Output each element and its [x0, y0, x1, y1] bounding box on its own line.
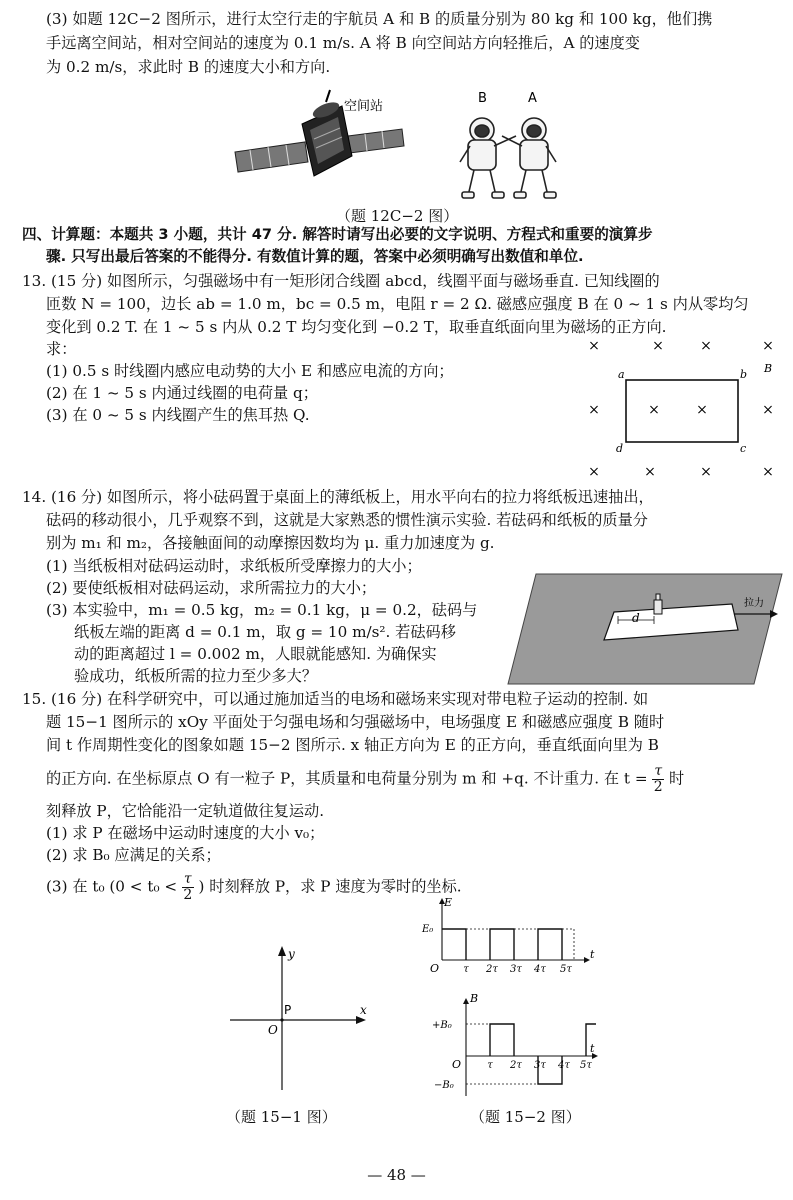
- coil-label-a: a: [618, 368, 625, 381]
- b-tick-label: 5τ: [580, 1060, 592, 1071]
- b-positive-label: +B₀: [432, 1020, 452, 1031]
- fig-label-b: B: [478, 91, 487, 106]
- fig-13-coil: [580, 334, 785, 482]
- q13-line4: 求：: [46, 340, 77, 358]
- e-tick-label: 5τ: [560, 964, 572, 975]
- q12c-p3-line2: 手远离空间站，相对空间站的速度为 0.1 m/s. A 将 B 向空间站方向轻推后，A 的速度变: [46, 34, 640, 52]
- e0-label: E₀: [422, 924, 434, 935]
- fig-15-1-caption: （题 15−1 图）: [226, 1108, 337, 1126]
- b-field-cross: ×: [762, 402, 774, 418]
- q14-line1: 14. (16 分) 如图所示，将小砝码置于桌面上的薄纸板上，用水平向右的拉力将纸板迅速抽出，: [22, 488, 654, 506]
- fraction-denominator: 2: [653, 779, 663, 795]
- q14-sub1: (1) 当纸板相对砝码运动时，求纸板所受摩擦力的大小；: [46, 557, 422, 575]
- section4-line1: 四、计算题：本题共 3 小题，共计 47 分. 解答时请写出必要的文字说明、方程式和重要的演算步: [22, 226, 653, 243]
- tau-half-fraction: [182, 872, 194, 903]
- fig-15-2: [418, 898, 600, 1100]
- weight-icon: [654, 600, 662, 614]
- distance-d-label: d: [632, 611, 640, 625]
- b-field-cross: ×: [696, 402, 708, 418]
- q15-line3: 间 t 作周期性变化的图象如题 15−2 图所示. x 轴正方向为 E 的正方向，垂直纸面向里为 B: [46, 736, 659, 754]
- q14-sub3b: 纸板左端的距离 d = 0.1 m，取 g = 10 m/s². 若砝码移: [74, 623, 456, 641]
- fig-12c-2-caption: （题 12C−2 图）: [336, 207, 459, 225]
- x-axis-label: x: [360, 1003, 367, 1017]
- q15-sub3-text-a: (3) 在 t₀ (0 < t₀ <: [46, 877, 178, 896]
- particle-p-label: P: [284, 1003, 292, 1017]
- fig-label-a: A: [528, 91, 537, 106]
- astronaut-b-icon: [460, 118, 516, 198]
- astronaut-a-icon: [502, 118, 556, 198]
- b-field-cross: ×: [762, 338, 774, 354]
- q13-sub2: (2) 在 1 ~ 5 s 内通过线圈的电荷量 q；: [46, 384, 318, 402]
- q15-line4-text-b: 时: [668, 769, 685, 788]
- e-tick-label: τ: [463, 964, 469, 975]
- b-field-cross: ×: [588, 464, 600, 480]
- coil-label-c: c: [740, 442, 747, 455]
- e-tick-label: 3τ: [510, 964, 522, 975]
- fraction-numerator: τ: [654, 763, 663, 779]
- b-negative-label: −B₀: [434, 1080, 454, 1091]
- q14-sub2: (2) 要使纸板相对砝码运动，求所需拉力的大小；: [46, 579, 377, 597]
- b-field-cross: ×: [700, 338, 712, 354]
- section4-line2: 骤. 只写出最后答案的不能得分. 有数值计算的题，答案中必须明确写出数值和单位.: [46, 248, 584, 265]
- q14-sub3d: 验成功，纸板所需的拉力至少多大？: [74, 667, 317, 685]
- q13-line3: 变化到 0.2 T. 在 1 ~ 5 s 内从 0.2 T 均匀变化到 −0.2 T，取垂直纸面向里为磁场的正方向.: [46, 318, 667, 336]
- fig-15-1: [222, 940, 372, 1100]
- pull-force-label: 拉力: [744, 598, 764, 609]
- b-field-cross: ×: [652, 338, 664, 354]
- q12c-p3-line3: 为 0.2 m/s，求此时 B 的速度大小和方向.: [46, 58, 331, 76]
- q15-sub2: (2) 求 B₀ 应满足的关系；: [46, 846, 221, 864]
- q15-sub3-text-b: ) 时刻释放 P，求 P 速度为零时的坐标.: [198, 877, 462, 896]
- y-axis-label: y: [288, 947, 295, 961]
- b-tick-label: τ: [487, 1060, 493, 1071]
- b-tick-label: 2τ: [510, 1060, 522, 1071]
- e-t-axis-label: t: [590, 948, 595, 961]
- b-tick-label: 3τ: [534, 1060, 546, 1071]
- q14-line3: 别为 m₁ 和 m₂，各接触面间的动摩擦因数均为 μ. 重力加速度为 g.: [46, 534, 495, 552]
- q14-line2: 砝码的移动很小，几乎观察不到，这就是大家熟悉的惯性演示实验. 若砝码和纸板的质量分: [46, 511, 648, 529]
- e-tick-label: 2τ: [486, 964, 498, 975]
- fraction-numerator: τ: [183, 871, 192, 887]
- e-field-graph: [421, 898, 595, 975]
- tau-half-fraction: [652, 764, 664, 795]
- particle-p-dot: [280, 1018, 283, 1021]
- q15-sub1: (1) 求 P 在磁场中运动时速度的大小 v₀；: [46, 824, 325, 842]
- fig-14-table: [506, 570, 784, 688]
- coil-rectangle: [626, 380, 738, 442]
- q15-line1: 15. (16 分) 在科学研究中，可以通过施加适当的电场和磁场来实现对带电粒子运动的控制. 如: [22, 690, 649, 708]
- e-axis-label: E: [444, 898, 453, 909]
- b-field-graph: [432, 992, 598, 1096]
- origin-label: O: [268, 1023, 278, 1037]
- b-field-cross: ×: [588, 402, 600, 418]
- e-tick-label: 4τ: [534, 964, 546, 975]
- fig-15-2-caption: （题 15−2 图）: [470, 1108, 581, 1126]
- page-number: — 48 —: [367, 1166, 426, 1184]
- b-origin-label: O: [452, 1058, 462, 1071]
- b-field-cross: ×: [700, 464, 712, 480]
- b-t-axis-label: t: [590, 1042, 595, 1055]
- q15-line5: 刻释放 P，它恰能沿一定轨道做往复运动.: [46, 802, 325, 820]
- q13-line2: 匝数 N = 100，边长 ab = 1.0 m，bc = 0.5 m，电阻 r = 2 Ω. 磁感应强度 B 在 0 ~ 1 s 内从零均匀: [46, 295, 749, 313]
- q13-sub1: (1) 0.5 s 时线圈内感应电动势的大小 E 和感应电流的方向；: [46, 362, 454, 380]
- b-field-cross: ×: [762, 464, 774, 480]
- b-field-cross: ×: [588, 338, 600, 354]
- q14-sub3c: 动的距离超过 l = 0.002 m，人眼就能感知. 为确保实: [74, 645, 437, 663]
- b-field-cross: ×: [644, 464, 656, 480]
- b-axis-label: B: [470, 992, 479, 1005]
- fig-station-label: 空间站: [344, 99, 384, 114]
- coil-label-b: b: [740, 368, 748, 381]
- field-label-b: B: [764, 362, 773, 375]
- q13-line1: 13. (15 分) 如图所示，匀强磁场中有一矩形闭合线圈 abcd，线圈平面与磁场垂直. 已知线圈的: [22, 272, 660, 290]
- q13-sub3: (3) 在 0 ~ 5 s 内线圈产生的焦耳热 Q.: [46, 406, 310, 424]
- q15-line4: [46, 764, 684, 795]
- fig-12c-2: [230, 84, 560, 206]
- b-field-cross: ×: [648, 402, 660, 418]
- b-tick-label: 4τ: [558, 1060, 570, 1071]
- q14-sub3a: (3) 本实验中，m₁ = 0.5 kg，m₂ = 0.1 kg，μ = 0.2，砝码与: [46, 601, 478, 619]
- q12c-p3-line1: (3) 如题 12C−2 图所示，进行太空行走的宇航员 A 和 B 的质量分别为 80 kg 和 100 kg，他们携: [46, 10, 713, 28]
- e-origin-label: O: [430, 962, 440, 975]
- fraction-denominator: 2: [183, 887, 193, 903]
- q15-sub3: [46, 872, 462, 903]
- q15-line2: 题 15−1 图所示的 xOy 平面处于匀强电场和匀强磁场中，电场强度 E 和磁感应强度 B 随时: [46, 713, 665, 731]
- q15-line4-text-a: 的正方向. 在坐标原点 O 有一粒子 P，其质量和电荷量分别为 m 和 +q. 不计重力. 在 t =: [46, 769, 648, 788]
- coil-label-d: d: [616, 442, 624, 455]
